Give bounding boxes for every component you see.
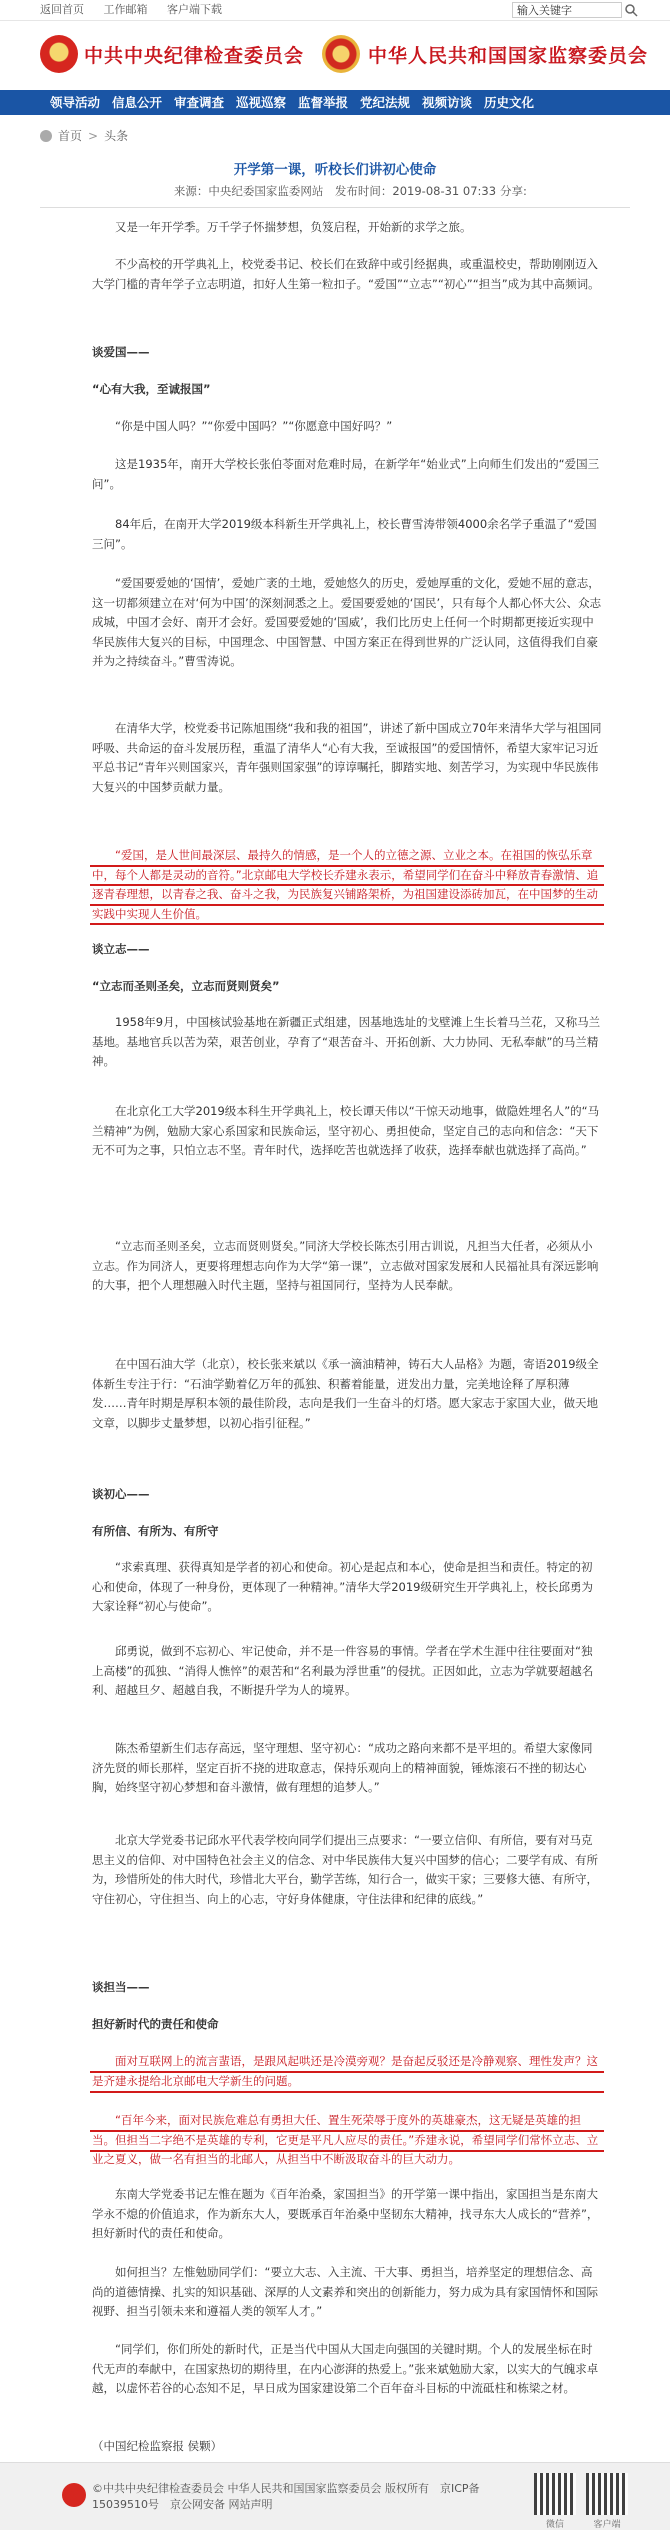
article-paragraph: 东南大学党委书记左惟在题为《百年治桑，家国担当》的开学第一课中指出，家国担当是东南大学永不熄的价值追求，作为新东大人，要既承百年治桑中坚韧东大精神，找寻东大人成长的“营养”，担好新时代的责任和使命。 xyxy=(92,2187,599,2240)
nav-item-regulations[interactable]: 党纪法规 xyxy=(359,95,410,110)
cpc-ccdi-title[interactable]: 中共中央纪律检查委员会 xyxy=(84,45,305,67)
client-download-link[interactable]: 客户端下载 xyxy=(167,3,222,16)
main-nav xyxy=(0,90,670,115)
article-source-note: （中国纪检监察报 侯颗） xyxy=(92,2439,223,2453)
nav-item-investigation[interactable]: 审查调查 xyxy=(173,95,224,110)
breadcrumb-home[interactable]: 首页 xyxy=(58,129,83,143)
article-paragraph: 不少高校的开学典礼上，校党委书记、校长们在致辞中或引经据典，或重温校史，帮助刚刚迈入大学门槛的青年学子立志明道，扣好人生第一粒扣子。“爱国”“立志”“初心”“担当”成为其中高频词。 xyxy=(92,257,600,291)
party-emblem-icon xyxy=(40,35,78,73)
highlight-underline xyxy=(90,904,604,906)
top-utility-bar xyxy=(0,0,670,21)
article-paragraph: 1958年9月，中国核试验基地在新疆正式组建，因基地选址的戈壁滩上生长着马兰花，又称马兰基地。基地官兵以苦为荣，艰苦创业，孕育了“艰苦奋斗、开拓创新、大力协同、无私奉献”的马兰精神。 xyxy=(92,1015,601,1068)
article-paragraph: 北京大学党委书记邱水平代表学校向同学们提出三点要求：“一要立信仰、有所信，要有对马克思主义的信仰、对中国特色社会主义的信念、对中华民族伟大复兴中国梦的信心；二要学有成、有所为，珍惜所处的伟大时代，珍惜北大平台，勤学苦练，知行合一，做实干家；三要修大德、有所守，守住初心，守住担当、向上的心志，守好身体健康，守住法律和纪律的底线。” xyxy=(92,1833,598,1906)
qr-label: 微信 xyxy=(545,2520,564,2530)
article-paragraph: 邱勇说，做到不忘初心、牢记使命，并不是一件容易的事情。学者在学术生涯中往往要面对“独上高楼”的孤独、“消得人憔悴”的艰苦和“名利最为浮世重”的侵扰。正因如此，立志为学就要超越名利、超越旦夕、超越自我，不断提升学为人的境界。 xyxy=(92,1644,594,1697)
highlight-underline xyxy=(90,923,604,925)
article-paragraph: 在中国石油大学（北京），校长张来斌以《承一滴油精神，铸石大人品格》为题，寄语2019级全体新生专注于行：“石油学勤着亿万年的孤独、积蓄着能量，迸发出力量，完美地诠释了厚积薄发……青年时期是厚积本领的最佳阶段，志向是我们一生奋斗的灯塔。愿大家志于家国大业，做天地文章，以脚步丈量梦想，以初心指引征程。” xyxy=(92,1357,599,1430)
highlight-underline xyxy=(90,2130,604,2132)
footer-copyright[interactable]: ©中共中央纪律检查委员会 中华人民共和国国家监察委员会 版权所有 京ICP备 15039510号 京公网安备 网站声明 xyxy=(92,2482,480,2511)
work-email-link[interactable]: 工作邮箱 xyxy=(103,3,148,16)
national-emblem-icon xyxy=(322,35,360,73)
section-heading: 谈担当—— xyxy=(92,1980,150,1994)
app-qr-code xyxy=(586,2473,628,2515)
nsc-title[interactable]: 中华人民共和国国家监察委员会 xyxy=(368,45,649,67)
article-paragraph: “爱国要爱她的‘国情’，爱她广袤的土地，爱她悠久的历史，爱她厚重的文化，爱她不屈的意志，这一切都须建立在对‘何为中国’的深刻洞悉之上。爱国要爱她的‘国民’，只有每个人都心怀大公、众志成城，中国才会好、南开才会好。爱国要爱她的‘国威’，我们比历史上任何一个时期都更接近实现中华民族伟大复兴的目标，中国理念、中国智慧、中国方案正在得到世界的广泛认同，这值得我们自豪并为之持续奋斗。”曹雪涛说。 xyxy=(92,576,602,668)
article-paragraph: “同学们，你们所处的新时代，正是当代中国从大国走向强国的关键时期。个人的发展坐标在时代无声的奉献中，在国家热切的期待里，在内心澎湃的热爱上。”张来斌勉励大家，以实大的气魄求卓越，以虚怀若谷的心态知不足，早日成为国家建设第二个百年奋斗目标的中流砥柱和栋梁之材。 xyxy=(92,2342,599,2395)
party-emblem-icon xyxy=(62,2483,86,2507)
highlight-underline xyxy=(90,2150,604,2152)
highlight-underline xyxy=(90,884,604,886)
breadcrumb-separator: > xyxy=(88,129,99,143)
nav-item-history[interactable]: 历史文化 xyxy=(483,95,534,110)
search-icon[interactable] xyxy=(624,3,638,17)
section-subheading: 担好新时代的责任和使命 xyxy=(92,2017,219,2031)
nav-item-disclosure[interactable]: 信息公开 xyxy=(111,95,162,110)
breadcrumb xyxy=(40,128,128,144)
article-paragraph: 在北京化工大学2019级本科生开学典礼上，校长谭天伟以“干惊天动地事，做隐姓埋名人”的“马兰精神”为例，勉励大家心系国家和民族命运，坚守初心、勇担使命，坚定自己的志向和信念：“天下无不可为之事，只怕立志不坚。青年时代，选择吃苦也就选择了收获，选择奉献也就选择了高尚。” xyxy=(92,1104,600,1157)
section-subheading: “心有大我，至诚报国” xyxy=(92,382,211,396)
article-title: 开学第一课，听校长们讲初心使命 xyxy=(233,162,437,178)
wechat-qr-code xyxy=(534,2473,576,2515)
breadcrumb-current[interactable]: 头条 xyxy=(104,129,129,143)
highlight-underline xyxy=(90,2071,604,2073)
home-icon xyxy=(40,130,52,142)
nav-item-inspection[interactable]: 巡视巡察 xyxy=(235,95,286,110)
divider xyxy=(40,207,630,208)
nav-item-leadership[interactable]: 领导活动 xyxy=(49,95,100,110)
article-meta xyxy=(0,183,670,203)
highlight-underline xyxy=(90,2091,604,2093)
section-heading: 谈爱国—— xyxy=(92,345,150,359)
section-subheading: 有所信、有所为、有所守 xyxy=(92,1524,219,1538)
nav-item-video[interactable]: 视频访谈 xyxy=(421,95,472,110)
section-heading: 谈初心—— xyxy=(92,1487,150,1501)
highlighted-paragraph: 面对互联网上的流言蜚语，是跟风起哄还是冷漠旁观？是奋起反驳还是冷静观察、理性发声？这是齐建永提给北京邮电大学新生的问题。 xyxy=(92,2054,598,2088)
highlight-underline xyxy=(90,865,604,867)
share-label[interactable]: 分享: xyxy=(500,184,527,198)
article-paragraph: “立志而圣则圣矣，立志而贤则贤矣。”同济大学校长陈杰引用古训说，凡担当大任者，必须从小立志。作为同济人，更要将理想志向作为大学“第一课”，立志做对国家发展和人民福祉具有深远影响的大事，把个人理想融入时代主题，坚持与祖国同行，坚持为人民奉献。 xyxy=(92,1239,599,1292)
article-paragraph: 如何担当？左惟勉励同学们：“要立大志、入主流、干大事、勇担当，培养坚定的理想信念、高尚的道德情操、扎实的知识基础、深厚的人文素养和突出的创新能力，努力成为具有家国情怀和国际视野、担当引领未来和遵福人类的领军人才。” xyxy=(92,2265,598,2318)
back-home-link[interactable]: 返回首页 xyxy=(40,3,84,16)
top-links xyxy=(40,0,238,20)
section-subheading: “立志而圣则圣矣，立志而贤则贤矣” xyxy=(92,979,280,993)
highlighted-paragraph: “百年今来，面对民族危难总有勇担大任、置生死荣辱于度外的英雄豪杰，这无疑是英雄的担当。但担当二字绝不是英雄的专利，它更是平凡人应尽的责任。”乔建永说，希望同学们常怀立志、立业之夏义，做一名有担当的北邮人，从担当中不断汲取奋斗的巨大动力。 xyxy=(92,2113,599,2166)
site-header xyxy=(0,21,670,91)
highlighted-paragraph: “爱国，是人世间最深层、最持久的情感，是一个人的立德之源、立业之本。在祖国的恢弘乐章中，每个人都是灵动的音符。”北京邮电大学校长乔建永表示，希望同学们在奋斗中释放青春激情、追逐青春理想，以青春之我、奋斗之我，为民族复兴铺路架桥，为祖国建设添砖加瓦，在中国梦的生动实践中实现人生价值。 xyxy=(92,848,599,921)
site-footer xyxy=(0,2462,670,2530)
article-paragraph: 84年后，在南开大学2019级本科新生开学典礼上，校长曹雪涛带领4000余名学子重温了“爱国三问”。 xyxy=(92,517,597,551)
qr-label: 客户端 xyxy=(593,2520,621,2530)
article-paragraph: 又是一年开学季。万千学子怀揣梦想，负笈启程，开始新的求学之旅。 xyxy=(115,220,472,234)
article-paragraph: 这是1935年，南开大学校长张伯苓面对危难时局，在新学年“始业式”上向师生们发出的“爱国三问”。 xyxy=(92,457,600,491)
article-paragraph: 陈杰希望新生们志存高远，坚守理想、坚守初心：“成功之路向来都不是平坦的。希望大家像同济先贤的师长那样，坚定百折不挠的进取意志，保持乐观向上的精神面貌，锤炼滚石不挫的韧达心胸，始终坚守初心梦想和奋斗激情，做有理想的追梦人。” xyxy=(92,1741,593,1794)
nav-item-report[interactable]: 监督举报 xyxy=(297,95,348,110)
search-input[interactable]: 输入关键字 xyxy=(512,2,622,18)
article-paragraph: “求索真理、获得真知是学者的初心和使命。初心是起点和本心，使命是担当和责任。特定的初心和使命，体现了一种身份，更体现了一种精神。”清华大学2019级研究生开学典礼上，校长邱勇为大家诠释“初心与使命”。 xyxy=(92,1560,593,1613)
article-paragraph: “你是中国人吗？”“你爱中国吗？”“你愿意中国好吗？” xyxy=(115,419,393,433)
article-paragraph: 在清华大学，校党委书记陈旭围绕“我和我的祖国”，讲述了新中国成立70年来清华大学与祖国同呼吸、共命运的奋斗发展历程，重温了清华人“心有大我，至诚报国”的爱国情怀，希望大家牢记习近平总书记“青年兴则国家兴，青年强则国家强”的谆谆嘱托，脚踏实地、刻苦学习，为实现中华民族伟大复兴的中国梦贡献力量。 xyxy=(92,721,602,794)
section-heading: 谈立志—— xyxy=(92,942,150,956)
article-source-date: 来源：中央纪委国家监委网站 发布时间：2019-08-31 07:33 xyxy=(173,184,497,198)
